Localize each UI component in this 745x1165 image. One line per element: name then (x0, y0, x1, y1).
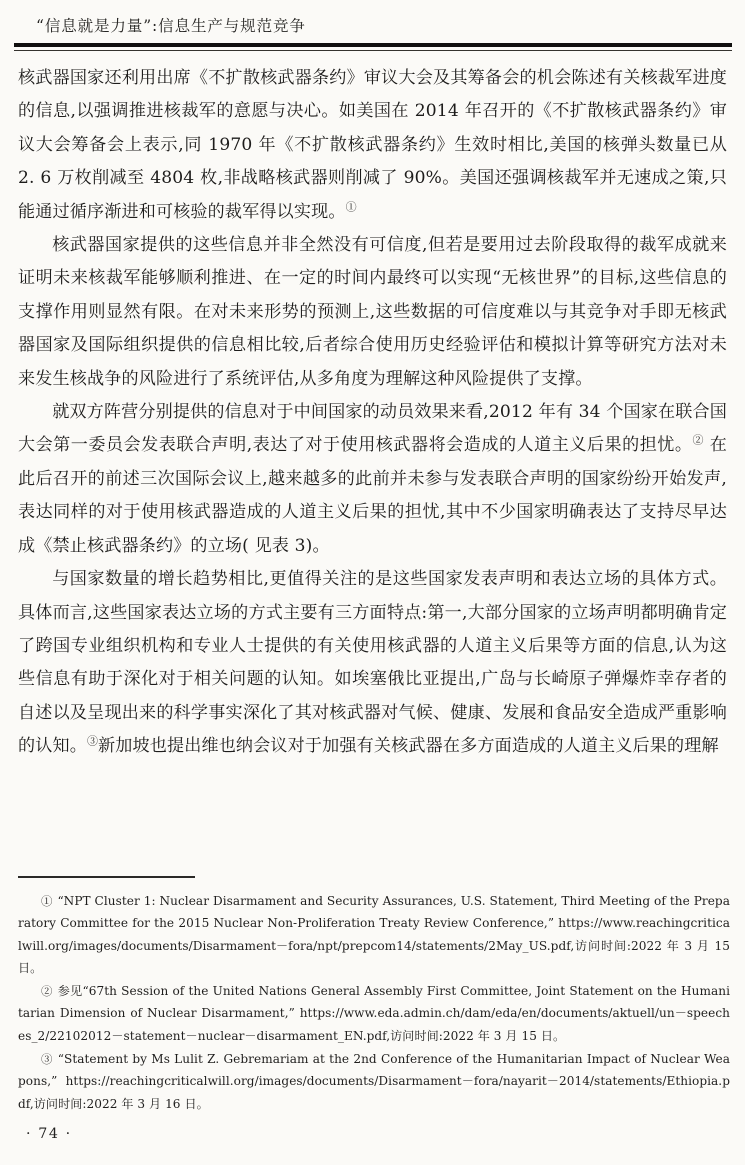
paragraph-3 (18, 396, 727, 563)
header-rule-thick (14, 43, 732, 47)
paragraph-2-text: 核武器国家提供的这些信息并非全然没有可信度,但若是要用过去阶段取得的裁军成就来证明未来核裁军能够顺利推进、在一定的时间内最终可以实现“无核世界”的目标,这些信息的支撑作用则显然有限。在对未来形势的预测上,这些数据的可信度难以与其竞争对手即无核武器国家及国际组织提供的信息相比较,后者综合使用历史经验评估和模拟计算等研究方法对未来发生核战争的风险进行了系统评估,从多角度为理解这种风险提供了支撑。 (18, 235, 727, 389)
footnote-text-1: “NPT Cluster 1: Nuclear Disarmament and Security Assurances, U.S. Statement, Third Meeting of the Preparatory Committee for the 2015 Nuclear Non-Proliferation Treaty Review Conference,” https://www.reachingcriticalwill.org/images/documents/Disarmament－fora/npt/prepcom14/statements/2May_US.pdf,访问时间:2022 年 3 月 15 日。 (18, 894, 730, 975)
footnote-item-2 (18, 980, 730, 1047)
page-number: · 74 · (26, 1126, 72, 1142)
footnote-ref-2[interactable]: ② (692, 433, 704, 447)
paragraph-1 (18, 62, 727, 229)
running-head: “信息就是力量”:信息生产与规范竞争 (36, 17, 306, 35)
body-column (18, 62, 727, 764)
paragraph-4 (18, 563, 727, 763)
footnote-ref-1[interactable]: ① (345, 199, 357, 213)
footnote-text-3: “Statement by Ms Lulit Z. Gebremariam at the 2nd Conference of the Humanitarian Impact of Nuclear Weapons,” https://reachingcriticalwill.org/images/documents/Disarmament－fora/nayarit－2014/statements/Ethiopia.pdf,访问时间:2022 年 3 月 16 日。 (18, 1052, 730, 1111)
footnote-marker-1: ① (40, 894, 53, 908)
paragraph-3-text-b: 在此后召开的前述三次国际会议上,越来越多的此前并未参与发表联合声明的国家纷纷开始发声,表达同样的对于使用核武器造成的人道主义后果的担忧,其中不少国家明确表达了支持尽早达成《禁止核武器条约》的立场( 见表 3)。 (18, 435, 728, 556)
footnote-item-3 (18, 1048, 730, 1115)
footnote-ref-3[interactable]: ③ (86, 734, 98, 748)
footnote-separator-rule (18, 876, 195, 878)
footnote-marker-3: ③ (40, 1052, 53, 1067)
paragraph-2 (18, 229, 727, 396)
footnote-text-2: 参见“67th Session of the United Nations General Assembly First Committee, Joint Statement on the Humanitarian Dimension of Nuclear Disarmament,” https://www.eda.admin.ch/dam/eda/en/documents/aktuell/un－speeches_2/22102012－statement－nuclear－disarmament_EN.pdf,访问时间:2022 年 3 月 15 日。 (18, 984, 730, 1043)
paragraph-3-text-a: 就双方阵营分别提供的信息对于中间国家的动员效果来看,2012 年有 34 个国家在联合国大会第一委员会发表联合声明,表达了对于使用核武器将会造成的人道主义后果的担忧。 (18, 402, 727, 456)
footnote-list (18, 890, 730, 1116)
footnote-marker-2: ② (40, 984, 53, 999)
paragraph-4-text-tail: 新加坡也提出维也纳会议对于加强有关核武器在多方面造成的人道主义后果的理解 (97, 736, 719, 757)
footnote-item-1 (18, 890, 730, 979)
header-rule-thin (14, 50, 732, 51)
paragraph-4-text: 与国家数量的增长趋势相比,更值得关注的是这些国家发表声明和表达立场的具体方式。具体而言,这些国家表达立场的方式主要有三方面特点:第一,大部分国家的立场声明都明确肯定了跨国专业组织机构和专业人士提供的有关使用核武器的人道主义后果等方面的信息,认为这些信息有助于深化对于相关问题的认知。如埃塞俄比亚提出,广岛与长崎原子弹爆炸幸存者的自述以及呈现出来的科学事实深化了其对核武器对气候、健康、发展和食品安全造成严重影响的认知。 (18, 569, 727, 757)
paragraph-1-text: 核武器国家还利用出席《不扩散核武器条约》审议大会及其筹备会的机会陈述有关核裁军进度的信息,以强调推进核裁军的意愿与决心。如美国在 2014 年召开的《不扩散核武器条约》审议大会筹备会上表示,同 1970 年《不扩散核武器条约》生效时相比,美国的核弹头数量已从 2. 6 万枚削减至 4804 枚,非战略核武器则削减了 90%。美国还强调核裁军并无速成之策,只能通过循序渐进和可核验的裁军得以实现。 (18, 68, 727, 222)
